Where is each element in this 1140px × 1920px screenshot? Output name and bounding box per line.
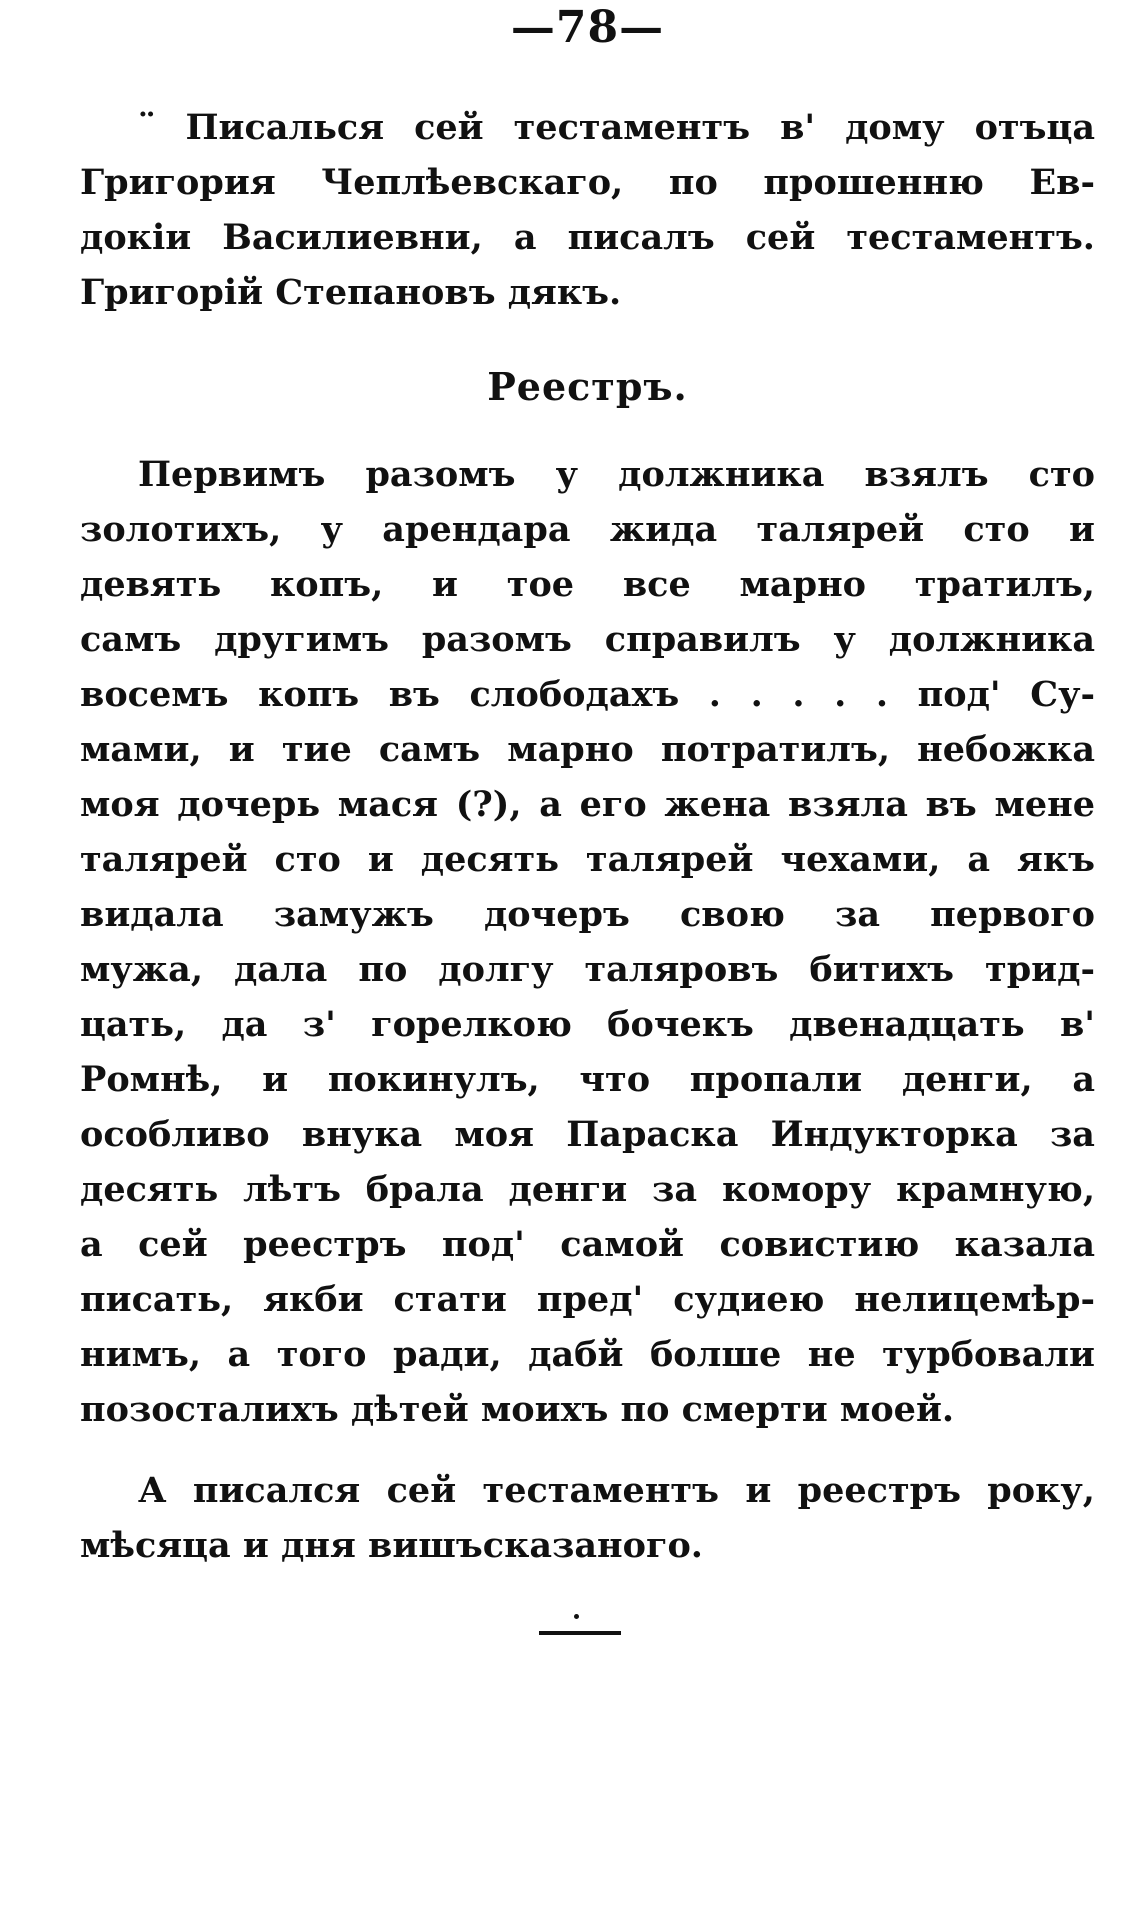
page-number: —78— [510, 2, 665, 53]
text-line: писать, якби стати пред' судиею нелицемѣр- [80, 1279, 1095, 1320]
text-line: а сей реестръ под' самой совистию казала [80, 1224, 1095, 1265]
text-line: ¨ Писалься сей тестаментъ в' дому отъца [138, 107, 1095, 148]
text-line: мужа, дала по долгу таляровъ битихъ трид- [80, 949, 1095, 990]
text-line: особливо внука моя Параска Индукторка за [80, 1114, 1095, 1155]
text-line: Первимъ разомъ у должника взялъ сто [138, 454, 1095, 495]
text-line: докіи Василиевни, а писалъ сей тестаментъ. [80, 217, 1095, 258]
text-line: талярей сто и десять талярей чехами, а якъ [80, 839, 1095, 880]
text-line: десять лѣтъ брала денги за комору крамную, [80, 1169, 1095, 1210]
registry-heading: Реестръ. [487, 364, 688, 409]
closing-paragraph [80, 1463, 1095, 1573]
text-line: мѣсяца и дня вишъсказаного. [80, 1525, 703, 1566]
text-line: мами, и тие самъ марно потратилъ, небожка [80, 729, 1095, 770]
end-ornament-dot [574, 1614, 579, 1619]
text-line: видала замужъ дочеръ свою за первого [80, 894, 1095, 935]
document-page [80, 0, 1095, 1920]
testament-paragraph [80, 100, 1095, 320]
text-line: восемъ копъ въ слободахъ . . . . . под' Су- [80, 674, 1095, 715]
text-line: позосталихъ дѣтей моихъ по смерти моей. [80, 1389, 955, 1430]
text-line: А писался сей тестаментъ и реестръ року, [138, 1470, 1095, 1511]
text-line: цать, да з' горелкою бочекъ двенадцать в' [80, 1004, 1095, 1045]
text-line: самъ другимъ разомъ справилъ у должника [80, 619, 1095, 660]
registry-paragraph [80, 447, 1095, 1437]
text-line: золотихъ, у арендара жида талярей сто и [80, 509, 1095, 550]
text-line: Григория Чеплѣевскаго, по прошенню Ев- [80, 162, 1095, 203]
text-line: Ромнѣ, и покинулъ, что пропали денги, а [80, 1059, 1095, 1100]
text-line: девять копъ, и тое все марно тратилъ, [80, 564, 1095, 605]
text-line: нимъ, а того ради, дабй болше не турбовали [80, 1334, 1095, 1375]
text-line: моя дочерь мася (?), а его жена взяла въ мене [80, 784, 1095, 825]
end-rule-divider [539, 1631, 621, 1635]
text-line: Григорій Степановъ дякъ. [80, 272, 622, 313]
